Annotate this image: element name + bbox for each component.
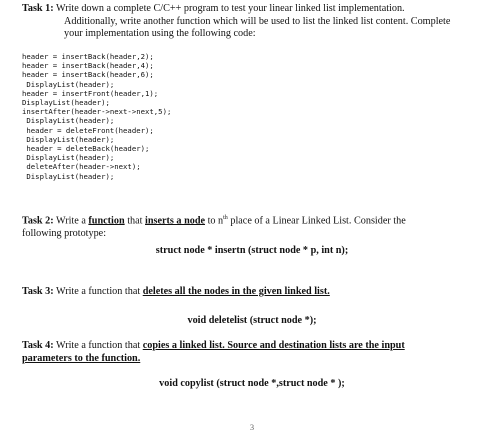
task2-inserts-node: inserts a node [145,215,206,227]
task3-paragraph [22,286,330,297]
task2-label: Task 2: [22,215,54,227]
code-line: header = insertBack(header,6); [22,70,154,80]
task3-label: Task 3: [22,286,54,297]
code-line: header = insertBack(header,4); [22,61,154,71]
code-block [22,52,171,181]
task1-line1: Write down a complete C/C++ program to test your linear linked list implementation. [56,3,405,14]
task2-paragraph [22,212,484,241]
task1-line2: Additionally, write another function which will be used to list the linked list content. Complete [64,15,451,27]
task3-prototype: void deletelist (struct node *); [187,315,317,326]
page-number: 3 [249,422,255,432]
task3-underlined: deletes all the nodes in the given linked list. [142,286,330,297]
task4-label: Task 4: [22,340,54,351]
code-line: DisplayList(header); [22,98,110,108]
task2-post1: to n [207,215,224,227]
task2-function-word: function [88,215,125,227]
task2-prototype: struct node * insertn (struct node * p, int n); [155,245,349,256]
task2-pre: Write a [56,215,86,227]
task4-prototype: void copylist (struct node *,struct node * ); [159,378,345,389]
code-line: insertAfter(header->next->next,5); [22,107,172,117]
task4-paragraph [22,339,484,365]
task4-underlined2: parameters to the function. [22,353,141,364]
task2-sup: th [223,215,228,221]
task1-paragraph [22,3,484,41]
task3-pre: Write a function that [56,286,141,297]
code-line: header = deleteFront(header); [22,125,154,135]
task2-post2: place of a Linear Linked List. Consider the [230,215,406,227]
task4-pre: Write a function that [56,340,141,351]
task2-mid: that [127,215,143,227]
code-line: header = insertFront(header,1); [22,88,159,98]
code-line: DisplayList(header); [22,134,115,144]
code-line: DisplayList(header); [22,79,115,89]
code-line: DisplayList(header); [22,171,115,181]
task2-line2: following prototype: [22,227,107,239]
code-line: DisplayList(header); [22,116,115,126]
code-line: header = insertBack(header,2); [22,52,154,61]
task1-line3: your implementation using the following code: [64,28,256,40]
task4-underlined1: copies a linked list. Source and destination lists are the input [142,340,405,351]
code-line: deleteAfter(header->next); [22,162,141,172]
code-line: header = deleteBack(header); [22,144,150,154]
task1-label: Task 1: [22,3,54,14]
code-line: DisplayList(header); [22,153,115,163]
